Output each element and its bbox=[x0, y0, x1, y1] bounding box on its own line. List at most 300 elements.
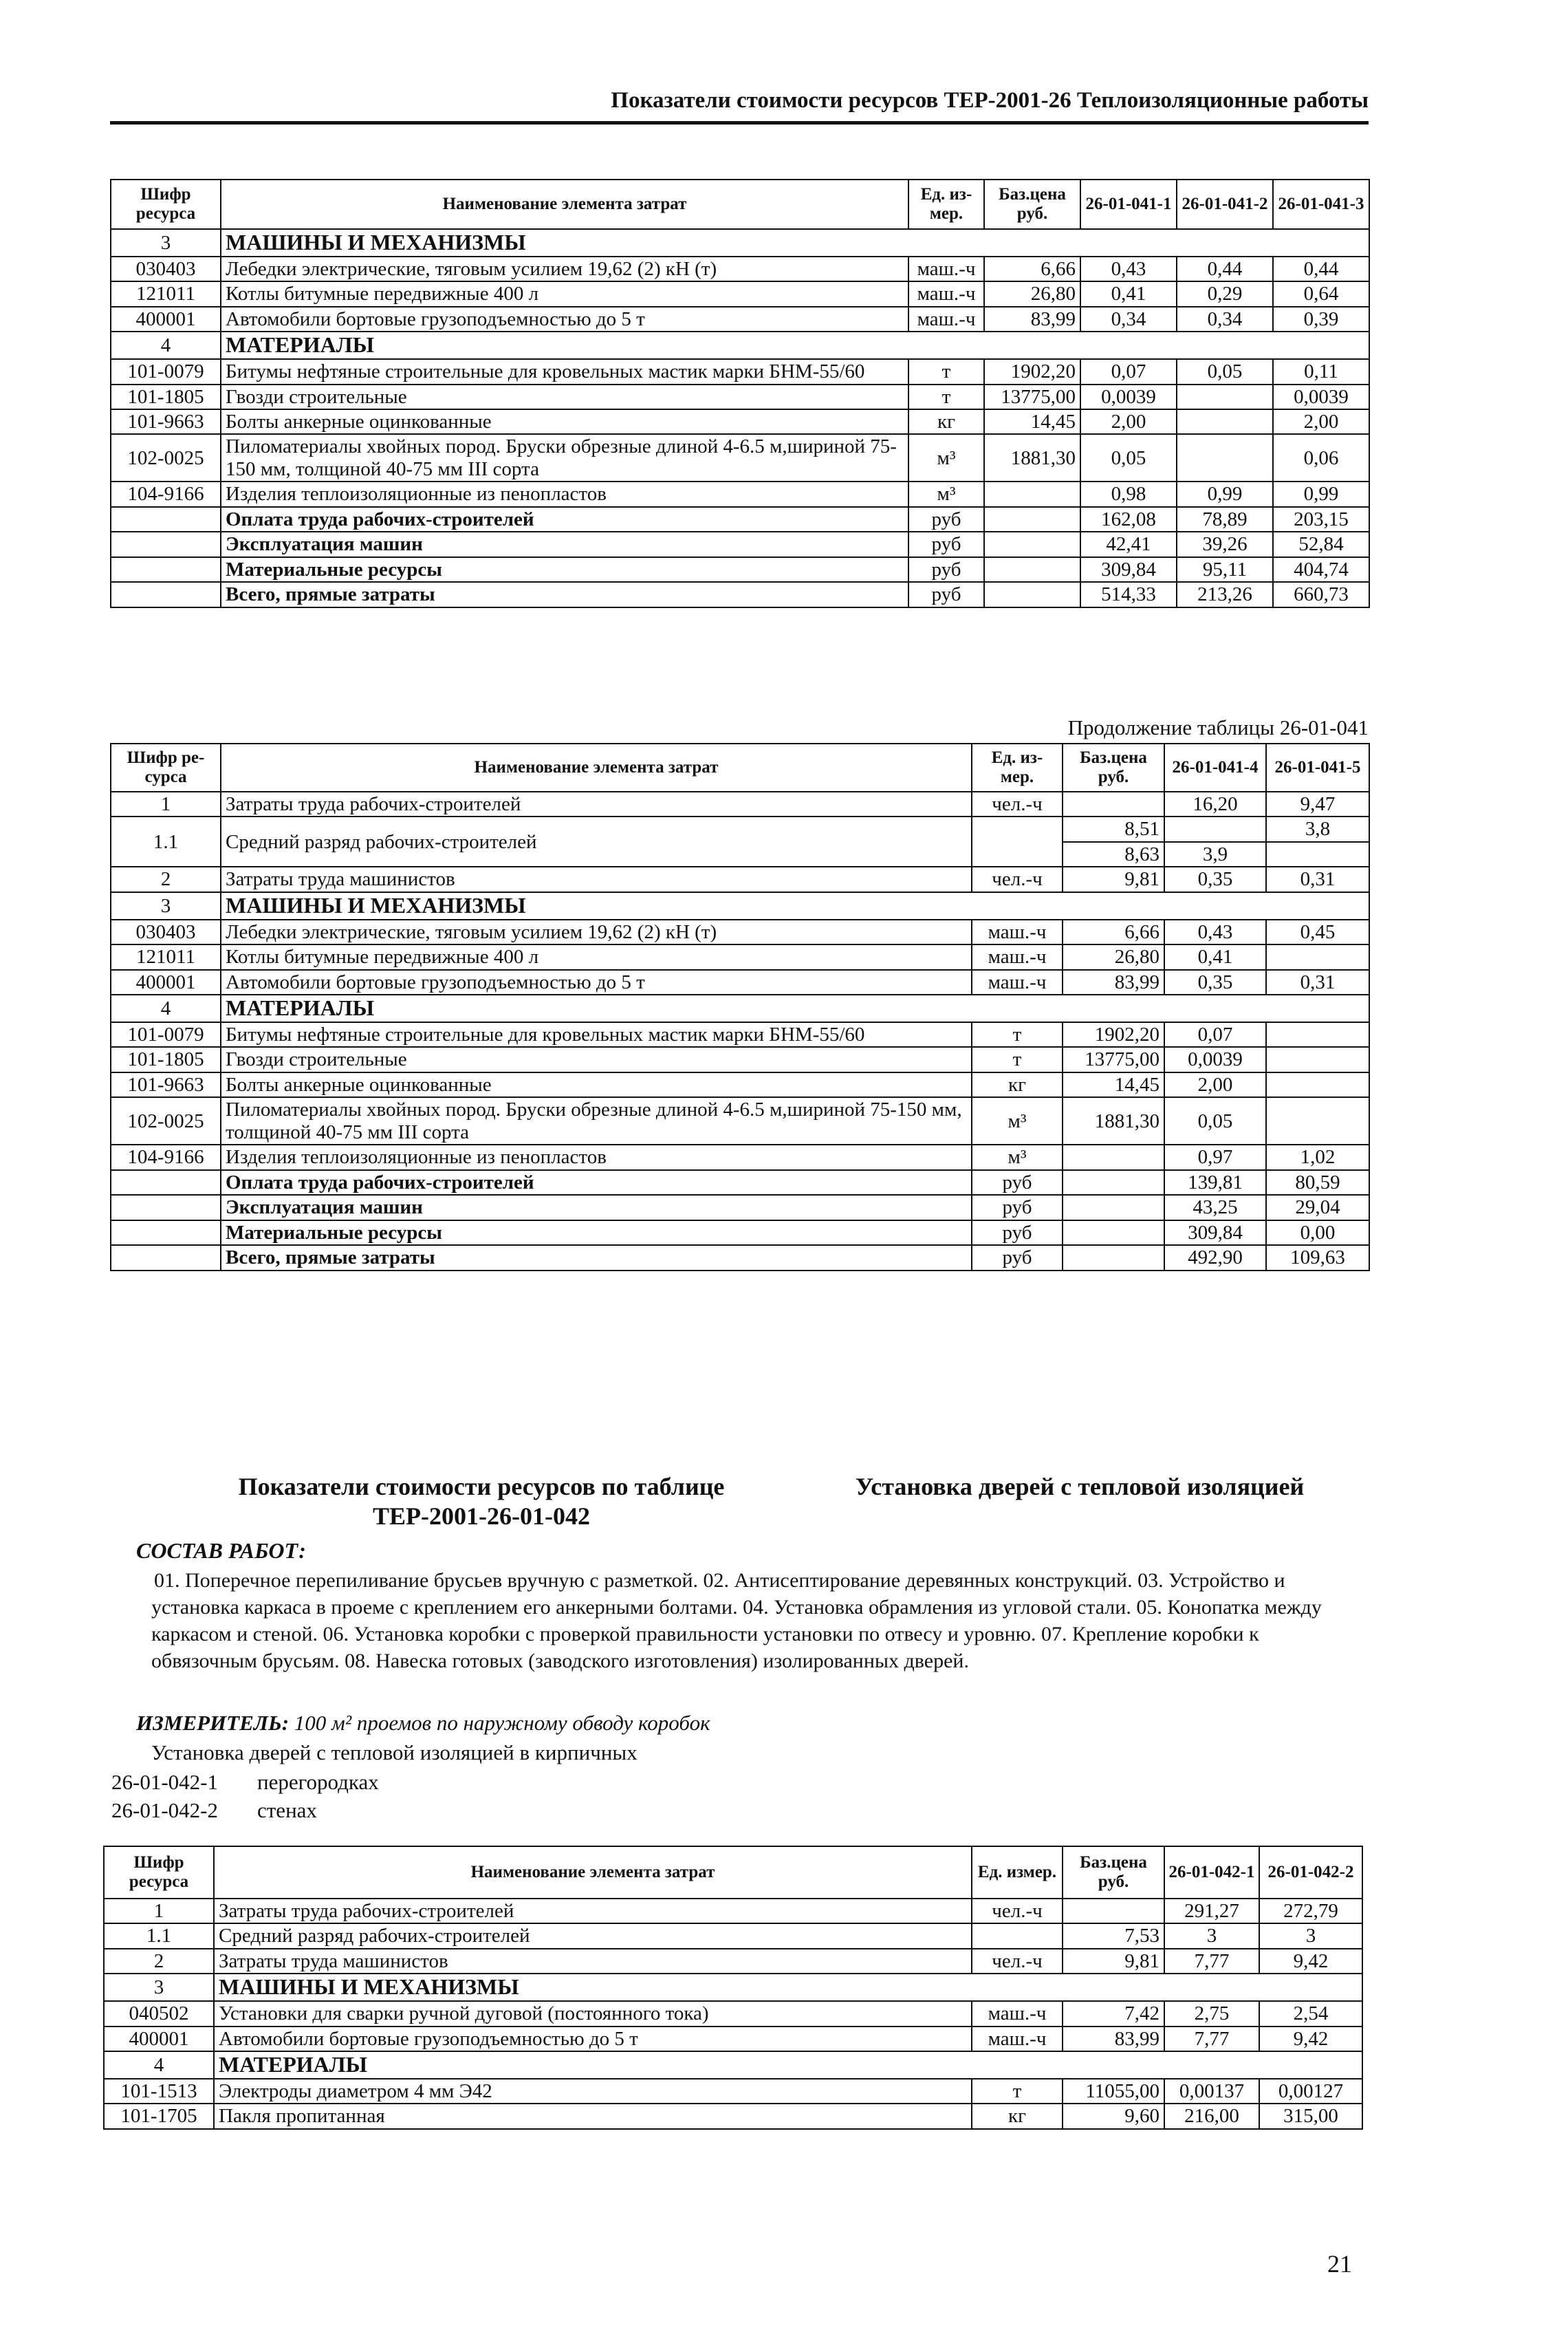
header-col-1: 26-01-041-1 bbox=[1080, 180, 1177, 229]
header-col-3: 26-01-041-3 bbox=[1273, 180, 1369, 229]
header-unit: Ед. измер. bbox=[972, 1846, 1063, 1899]
resource-name: Установки для сварки ручной дуговой (постоянного тока) bbox=[214, 2001, 972, 2026]
resource-code: 3 bbox=[104, 1974, 214, 2001]
table-row bbox=[111, 792, 1369, 817]
resource-code: 101-0079 bbox=[111, 1022, 221, 1047]
header-price: Баз.цена руб. bbox=[984, 180, 1080, 229]
table-row bbox=[111, 359, 1369, 384]
total-row bbox=[111, 1195, 1369, 1220]
total-row bbox=[111, 582, 1369, 607]
resource-code bbox=[111, 557, 221, 582]
value-cell: 0,00137 bbox=[1164, 2079, 1259, 2104]
variant-row bbox=[111, 1770, 379, 1795]
table-row bbox=[111, 1047, 1369, 1072]
value-cell bbox=[1266, 1022, 1369, 1047]
unit-cell: т bbox=[908, 385, 984, 409]
price-cell: 14,45 bbox=[1063, 1072, 1164, 1097]
unit-cell: кг bbox=[972, 1072, 1063, 1097]
unit-cell bbox=[972, 1923, 1063, 1948]
value-cell: 404,74 bbox=[1273, 557, 1369, 582]
value-cell: 309,84 bbox=[1080, 557, 1177, 582]
table-row bbox=[104, 1899, 1362, 1923]
value-cell bbox=[1177, 434, 1273, 482]
variant-name: перегородках bbox=[257, 1770, 379, 1794]
value-cell: 0,43 bbox=[1080, 257, 1177, 281]
unit-cell: руб bbox=[972, 1170, 1063, 1195]
resource-code: 400001 bbox=[111, 307, 221, 332]
value-cell: 0,97 bbox=[1164, 1145, 1266, 1169]
variant-code: 26-01-042-2 bbox=[111, 1798, 218, 1822]
resource-name: Пиломатериалы хвойных пород. Бруски обрезные длиной 4-6.5 м,шириной 75-150 мм, толщиной 40-75 мм III сорта bbox=[221, 434, 908, 482]
resource-code bbox=[111, 507, 221, 532]
resource-code bbox=[111, 1170, 221, 1195]
total-row bbox=[111, 557, 1369, 582]
value-cell: 3,8 bbox=[1266, 817, 1369, 841]
value-cell: 16,20 bbox=[1164, 792, 1266, 817]
resource-name: Затраты труда машинистов bbox=[221, 867, 972, 892]
unit-cell: маш.-ч bbox=[972, 2001, 1063, 2026]
value-cell: 162,08 bbox=[1080, 507, 1177, 532]
resource-code: 104-9166 bbox=[111, 1145, 221, 1169]
table-row bbox=[111, 385, 1369, 409]
price-cell: 8,63 bbox=[1063, 842, 1164, 867]
unit-cell: кг bbox=[972, 2104, 1063, 2128]
unit-cell: маш.-ч bbox=[972, 2027, 1063, 2051]
unit-cell: т bbox=[972, 1047, 1063, 1072]
value-cell bbox=[1164, 817, 1266, 841]
value-cell: 0,44 bbox=[1177, 257, 1273, 281]
value-cell bbox=[1266, 1097, 1369, 1145]
resource-code: 121011 bbox=[111, 281, 221, 306]
resource-code: 040502 bbox=[104, 2001, 214, 2026]
unit-cell: м³ bbox=[908, 482, 984, 506]
resource-code: 104-9166 bbox=[111, 482, 221, 506]
price-cell: 1902,20 bbox=[1063, 1022, 1164, 1047]
value-cell: 203,15 bbox=[1273, 507, 1369, 532]
value-cell: 0,0039 bbox=[1080, 385, 1177, 409]
header-col-2: 26-01-041-2 bbox=[1177, 180, 1273, 229]
resource-code: 2 bbox=[104, 1949, 214, 1974]
value-cell: 0,41 bbox=[1164, 944, 1266, 969]
resource-code: 101-9663 bbox=[111, 1072, 221, 1097]
resource-name: Битумы нефтяные строительные для кровельных мастик марки БНМ-55/60 bbox=[221, 359, 908, 384]
price-cell bbox=[1063, 1195, 1164, 1220]
resource-code: 1.1 bbox=[104, 1923, 214, 1948]
resource-code bbox=[111, 1195, 221, 1220]
resource-code: 400001 bbox=[111, 970, 221, 995]
value-cell: 291,27 bbox=[1164, 1899, 1259, 1923]
value-cell: 0,98 bbox=[1080, 482, 1177, 506]
section-heading: МАШИНЫ И МЕХАНИЗМЫ bbox=[221, 229, 1369, 257]
resource-name: Автомобили бортовые грузоподъемностью до 5 т bbox=[221, 970, 972, 995]
total-row bbox=[111, 507, 1369, 532]
resource-name: Средний разряд рабочих-строителей bbox=[214, 1923, 972, 1948]
value-cell bbox=[1177, 385, 1273, 409]
resource-table-041-part1 bbox=[110, 179, 1370, 608]
value-cell: 0,35 bbox=[1164, 867, 1266, 892]
resource-name: Оплата труда рабочих-строителей bbox=[221, 507, 908, 532]
price-cell: 26,80 bbox=[984, 281, 1080, 306]
variant-code: 26-01-042-1 bbox=[111, 1770, 218, 1794]
resource-name: Всего, прямые затраты bbox=[221, 1245, 972, 1270]
section-title-left bbox=[172, 1472, 791, 1531]
resource-name: Гвозди строительные bbox=[221, 1047, 972, 1072]
value-cell: 139,81 bbox=[1164, 1170, 1266, 1195]
unit-cell: чел.-ч bbox=[972, 867, 1063, 892]
price-cell: 83,99 bbox=[984, 307, 1080, 332]
unit-cell: руб bbox=[972, 1245, 1063, 1270]
price-cell: 14,45 bbox=[984, 409, 1080, 434]
value-cell: 0,39 bbox=[1273, 307, 1369, 332]
unit-cell: руб bbox=[908, 532, 984, 557]
value-cell: 0,64 bbox=[1273, 281, 1369, 306]
continuation-caption: Продолжение таблицы 26-01-041 bbox=[1067, 715, 1369, 739]
header-name: Наименование элемента затрат bbox=[221, 180, 908, 229]
price-cell bbox=[1063, 1220, 1164, 1245]
resource-table-041-part2 bbox=[110, 743, 1370, 1271]
price-cell bbox=[984, 582, 1080, 607]
value-cell: 2,00 bbox=[1273, 409, 1369, 434]
value-cell: 0,07 bbox=[1080, 359, 1177, 384]
section-title-line-2: ТЕР-2001-26-01-042 bbox=[373, 1502, 590, 1531]
unit-cell: т bbox=[908, 359, 984, 384]
table-row bbox=[104, 2001, 1362, 2026]
table-row bbox=[111, 944, 1369, 969]
section-row bbox=[111, 229, 1369, 257]
value-cell: 0,34 bbox=[1080, 307, 1177, 332]
price-cell bbox=[1063, 1899, 1164, 1923]
resource-name: Битумы нефтяные строительные для кровельных мастик марки БНМ-55/60 bbox=[221, 1022, 972, 1047]
table-row bbox=[104, 2027, 1362, 2051]
resource-name: Всего, прямые затраты bbox=[221, 582, 908, 607]
section-heading: МАШИНЫ И МЕХАНИЗМЫ bbox=[221, 892, 1369, 920]
value-cell: 2,00 bbox=[1080, 409, 1177, 434]
value-cell: 0,29 bbox=[1177, 281, 1273, 306]
work-composition-title: СОСТАВ РАБОТ: bbox=[136, 1538, 306, 1563]
value-cell: 3 bbox=[1164, 1923, 1259, 1948]
unit-cell: м³ bbox=[972, 1145, 1063, 1169]
resource-name: Гвозди строительные bbox=[221, 385, 908, 409]
unit-cell: м³ bbox=[908, 434, 984, 482]
resource-code: 1.1 bbox=[111, 817, 221, 867]
price-cell: 83,99 bbox=[1063, 2027, 1164, 2051]
value-cell: 213,26 bbox=[1177, 582, 1273, 607]
value-cell: 0,07 bbox=[1164, 1022, 1266, 1047]
value-cell: 0,0039 bbox=[1164, 1047, 1266, 1072]
resource-code: 1 bbox=[111, 792, 221, 817]
unit-cell: чел.-ч bbox=[972, 1949, 1063, 1974]
resource-name: Автомобили бортовые грузоподъемностью до 5 т bbox=[221, 307, 908, 332]
resource-code: 4 bbox=[111, 995, 221, 1022]
price-cell bbox=[984, 557, 1080, 582]
value-cell: 0,31 bbox=[1266, 970, 1369, 995]
table-row bbox=[111, 1022, 1369, 1047]
value-cell: 42,41 bbox=[1080, 532, 1177, 557]
value-cell: 3 bbox=[1259, 1923, 1362, 1948]
unit-cell: руб bbox=[908, 582, 984, 607]
value-cell: 9,42 bbox=[1259, 2027, 1362, 2051]
price-cell: 9,81 bbox=[1063, 867, 1164, 892]
value-cell: 0,00127 bbox=[1259, 2079, 1362, 2104]
resource-code: 101-1705 bbox=[104, 2104, 214, 2128]
value-cell: 514,33 bbox=[1080, 582, 1177, 607]
resource-code: 102-0025 bbox=[111, 434, 221, 482]
table-row bbox=[111, 817, 1369, 841]
price-cell: 6,66 bbox=[1063, 920, 1164, 944]
table-row bbox=[111, 434, 1369, 482]
value-cell: 0,41 bbox=[1080, 281, 1177, 306]
section-row bbox=[111, 332, 1369, 359]
header-name: Наименование элемента затрат bbox=[221, 744, 972, 792]
header-code: Шифр ре-сурса bbox=[111, 744, 221, 792]
resource-code: 3 bbox=[111, 229, 221, 257]
value-cell: 272,79 bbox=[1259, 1899, 1362, 1923]
unit-cell: т bbox=[972, 2079, 1063, 2104]
value-cell: 1,02 bbox=[1266, 1145, 1369, 1169]
price-cell: 1881,30 bbox=[984, 434, 1080, 482]
resource-name: Электроды диаметром 4 мм Э42 bbox=[214, 2079, 972, 2104]
total-row bbox=[111, 532, 1369, 557]
unit-cell: кг bbox=[908, 409, 984, 434]
value-cell: 95,11 bbox=[1177, 557, 1273, 582]
value-cell: 78,89 bbox=[1177, 507, 1273, 532]
resource-name: Котлы битумные передвижные 400 л bbox=[221, 944, 972, 969]
resource-name: Лебедки электрические, тяговым усилием 19,62 (2) кН (т) bbox=[221, 920, 972, 944]
resource-name: Пиломатериалы хвойных пород. Бруски обрезные длиной 4-6.5 м,шириной 75-150 мм, толщиной 40-75 мм III сорта bbox=[221, 1097, 972, 1145]
resource-code: 101-0079 bbox=[111, 359, 221, 384]
value-cell: 0,05 bbox=[1164, 1097, 1266, 1145]
unit-cell: маш.-ч bbox=[908, 307, 984, 332]
resource-code: 121011 bbox=[111, 944, 221, 969]
value-cell: 315,00 bbox=[1259, 2104, 1362, 2128]
value-cell: 0,06 bbox=[1273, 434, 1369, 482]
section-row bbox=[111, 892, 1369, 920]
table-row bbox=[111, 1072, 1369, 1097]
resource-name: Материальные ресурсы bbox=[221, 1220, 972, 1245]
value-cell: 0,35 bbox=[1164, 970, 1266, 995]
value-cell: 29,04 bbox=[1266, 1195, 1369, 1220]
value-cell bbox=[1266, 842, 1369, 867]
value-cell bbox=[1266, 1047, 1369, 1072]
header-col-2: 26-01-042-2 bbox=[1259, 1846, 1362, 1899]
header-col-5: 26-01-041-5 bbox=[1266, 744, 1369, 792]
price-cell: 9,81 bbox=[1063, 1949, 1164, 1974]
unit-cell: маш.-ч bbox=[972, 970, 1063, 995]
price-cell: 11055,00 bbox=[1063, 2079, 1164, 2104]
header-code: Шифр ресурса bbox=[104, 1846, 214, 1899]
unit-cell: руб bbox=[972, 1220, 1063, 1245]
value-cell: 109,63 bbox=[1266, 1245, 1369, 1270]
price-cell: 1902,20 bbox=[984, 359, 1080, 384]
value-cell: 660,73 bbox=[1273, 582, 1369, 607]
price-cell bbox=[1063, 1170, 1164, 1195]
total-row bbox=[111, 1245, 1369, 1270]
price-cell: 13775,00 bbox=[1063, 1047, 1164, 1072]
value-cell: 0,34 bbox=[1177, 307, 1273, 332]
value-cell: 309,84 bbox=[1164, 1220, 1266, 1245]
variant-row bbox=[111, 1798, 317, 1823]
table-row bbox=[104, 2104, 1362, 2128]
section-row bbox=[104, 1974, 1362, 2001]
value-cell: 7,77 bbox=[1164, 2027, 1259, 2051]
resource-code bbox=[111, 1245, 221, 1270]
header-col-4: 26-01-041-4 bbox=[1164, 744, 1266, 792]
table-row bbox=[111, 281, 1369, 306]
price-cell: 8,51 bbox=[1063, 817, 1164, 841]
resource-name: Затраты труда машинистов bbox=[214, 1949, 972, 1974]
resource-code bbox=[111, 532, 221, 557]
resource-name: Затраты труда рабочих-строителей bbox=[221, 792, 972, 817]
unit-cell: чел.-ч bbox=[972, 792, 1063, 817]
price-cell: 7,42 bbox=[1063, 2001, 1164, 2026]
header-name: Наименование элемента затрат bbox=[214, 1846, 972, 1899]
resource-code: 102-0025 bbox=[111, 1097, 221, 1145]
unit-cell: руб bbox=[908, 557, 984, 582]
resource-code: 400001 bbox=[104, 2027, 214, 2051]
meter-value: 100 м² проемов по наружному обводу коробок bbox=[294, 1711, 710, 1735]
price-cell: 13775,00 bbox=[984, 385, 1080, 409]
table-row bbox=[111, 970, 1369, 995]
unit-cell: маш.-ч bbox=[972, 944, 1063, 969]
value-cell: 3,9 bbox=[1164, 842, 1266, 867]
section-heading: МАТЕРИАЛЫ bbox=[221, 995, 1369, 1022]
value-cell: 0,05 bbox=[1177, 359, 1273, 384]
table-row bbox=[111, 867, 1369, 892]
value-cell: 0,99 bbox=[1273, 482, 1369, 506]
resource-code: 2 bbox=[111, 867, 221, 892]
resource-name: Болты анкерные оцинкованные bbox=[221, 1072, 972, 1097]
work-composition-text: 01. Поперечное перепиливание брусьев вручную с разметкой. 02. Антисептирование деревянных конструкций. 03. Устройство и установка каркаса в проеме с креплением его анкерными болтами. 04. Установка обрамления из угловой стали. 05. Конопатка между каркасом и стеной. 06. Установка коробки с проверкой правильности установки по отвесу и уровню. 07. Крепление коробки к обвязочным брусьям. 08. Навеска готовых (заводского изготовления) изолированных дверей. bbox=[151, 1569, 1322, 1672]
value-cell: 0,05 bbox=[1080, 434, 1177, 482]
resource-code: 4 bbox=[104, 2051, 214, 2079]
value-cell: 0,00 bbox=[1266, 1220, 1369, 1245]
unit-cell: м³ bbox=[972, 1097, 1063, 1145]
unit-cell: чел.-ч bbox=[972, 1899, 1063, 1923]
table-row bbox=[111, 1097, 1369, 1145]
section-title-right: Установка дверей с тепловой изоляцией bbox=[855, 1473, 1305, 1500]
table-row bbox=[111, 307, 1369, 332]
value-cell: 39,26 bbox=[1177, 532, 1273, 557]
value-cell bbox=[1177, 409, 1273, 434]
unit-cell: руб bbox=[908, 507, 984, 532]
price-cell bbox=[984, 507, 1080, 532]
value-cell: 0,45 bbox=[1266, 920, 1369, 944]
price-cell: 1881,30 bbox=[1063, 1097, 1164, 1145]
resource-name: Котлы битумные передвижные 400 л bbox=[221, 281, 908, 306]
resource-code bbox=[111, 582, 221, 607]
value-cell: 216,00 bbox=[1164, 2104, 1259, 2128]
value-cell: 2,75 bbox=[1164, 2001, 1259, 2026]
price-cell: 9,60 bbox=[1063, 2104, 1164, 2128]
header-unit: Ед. из-мер. bbox=[972, 744, 1063, 792]
resource-name: Эксплуатация машин bbox=[221, 532, 908, 557]
section-heading: МАТЕРИАЛЫ bbox=[214, 2051, 1362, 2079]
table-row bbox=[111, 1145, 1369, 1169]
resource-code bbox=[111, 1220, 221, 1245]
value-cell bbox=[1266, 1072, 1369, 1097]
value-cell: 7,77 bbox=[1164, 1949, 1259, 1974]
section-title-line-1: Показатели стоимости ресурсов по таблице bbox=[238, 1473, 725, 1500]
section-heading: МАТЕРИАЛЫ bbox=[221, 332, 1369, 359]
value-cell: 80,59 bbox=[1266, 1170, 1369, 1195]
table-row bbox=[111, 482, 1369, 506]
value-cell: 9,42 bbox=[1259, 1949, 1362, 1974]
meter-label: ИЗМЕРИТЕЛЬ: bbox=[136, 1711, 290, 1735]
total-row bbox=[111, 1220, 1369, 1245]
resource-name: Пакля пропитанная bbox=[214, 2104, 972, 2128]
resource-name: Материальные ресурсы bbox=[221, 557, 908, 582]
resource-code: 101-1805 bbox=[111, 385, 221, 409]
section-row bbox=[104, 2051, 1362, 2079]
value-cell bbox=[1266, 944, 1369, 969]
resource-name: Изделия теплоизоляционные из пенопластов bbox=[221, 1145, 972, 1169]
value-cell: 0,44 bbox=[1273, 257, 1369, 281]
table-row bbox=[111, 409, 1369, 434]
section-heading: МАШИНЫ И МЕХАНИЗМЫ bbox=[214, 1974, 1362, 2001]
resource-name: Затраты труда рабочих-строителей bbox=[214, 1899, 972, 1923]
value-cell: 0,43 bbox=[1164, 920, 1266, 944]
table-row bbox=[104, 1949, 1362, 1974]
resource-code: 101-1513 bbox=[104, 2079, 214, 2104]
install-text: Установка дверей с тепловой изоляцией в кирпичных bbox=[151, 1740, 638, 1764]
resource-table-042 bbox=[103, 1846, 1363, 2130]
running-head-rule bbox=[110, 121, 1369, 125]
value-cell: 2,00 bbox=[1164, 1072, 1266, 1097]
resource-name: Средний разряд рабочих-строителей bbox=[221, 817, 972, 867]
header-unit: Ед. из-мер. bbox=[908, 180, 984, 229]
table-row bbox=[104, 1923, 1362, 1948]
value-cell: 0,31 bbox=[1266, 867, 1369, 892]
value-cell: 0,0039 bbox=[1273, 385, 1369, 409]
header-price: Баз.цена руб. bbox=[1063, 1846, 1164, 1899]
value-cell: 2,54 bbox=[1259, 2001, 1362, 2026]
resource-code: 101-1805 bbox=[111, 1047, 221, 1072]
header-price: Баз.цена руб. bbox=[1063, 744, 1164, 792]
table-row bbox=[111, 920, 1369, 944]
value-cell: 492,90 bbox=[1164, 1245, 1266, 1270]
resource-code: 101-9663 bbox=[111, 409, 221, 434]
value-cell: 52,84 bbox=[1273, 532, 1369, 557]
resource-code: 1 bbox=[104, 1899, 214, 1923]
meter-line bbox=[136, 1711, 710, 1736]
resource-code: 4 bbox=[111, 332, 221, 359]
unit-cell: т bbox=[972, 1022, 1063, 1047]
resource-name: Оплата труда рабочих-строителей bbox=[221, 1170, 972, 1195]
unit-cell: руб bbox=[972, 1195, 1063, 1220]
unit-cell: маш.-ч bbox=[908, 257, 984, 281]
value-cell: 0,99 bbox=[1177, 482, 1273, 506]
total-row bbox=[111, 1170, 1369, 1195]
price-cell bbox=[984, 532, 1080, 557]
value-cell: 9,47 bbox=[1266, 792, 1369, 817]
price-cell: 6,66 bbox=[984, 257, 1080, 281]
resource-name: Болты анкерные оцинкованные bbox=[221, 409, 908, 434]
price-cell bbox=[1063, 792, 1164, 817]
price-cell bbox=[1063, 1245, 1164, 1270]
price-cell: 26,80 bbox=[1063, 944, 1164, 969]
price-cell: 7,53 bbox=[1063, 1923, 1164, 1948]
price-cell bbox=[1063, 1145, 1164, 1169]
unit-cell bbox=[972, 817, 1063, 867]
running-head: Показатели стоимости ресурсов ТЕР-2001-26 Теплоизоляционные работы bbox=[611, 88, 1369, 113]
resource-code: 030403 bbox=[111, 257, 221, 281]
resource-name: Изделия теплоизоляционные из пенопластов bbox=[221, 482, 908, 506]
resource-name: Автомобили бортовые грузоподъемностью до 5 т bbox=[214, 2027, 972, 2051]
price-cell: 83,99 bbox=[1063, 970, 1164, 995]
resource-name: Эксплуатация машин bbox=[221, 1195, 972, 1220]
table-row bbox=[104, 2079, 1362, 2104]
table-row bbox=[111, 257, 1369, 281]
